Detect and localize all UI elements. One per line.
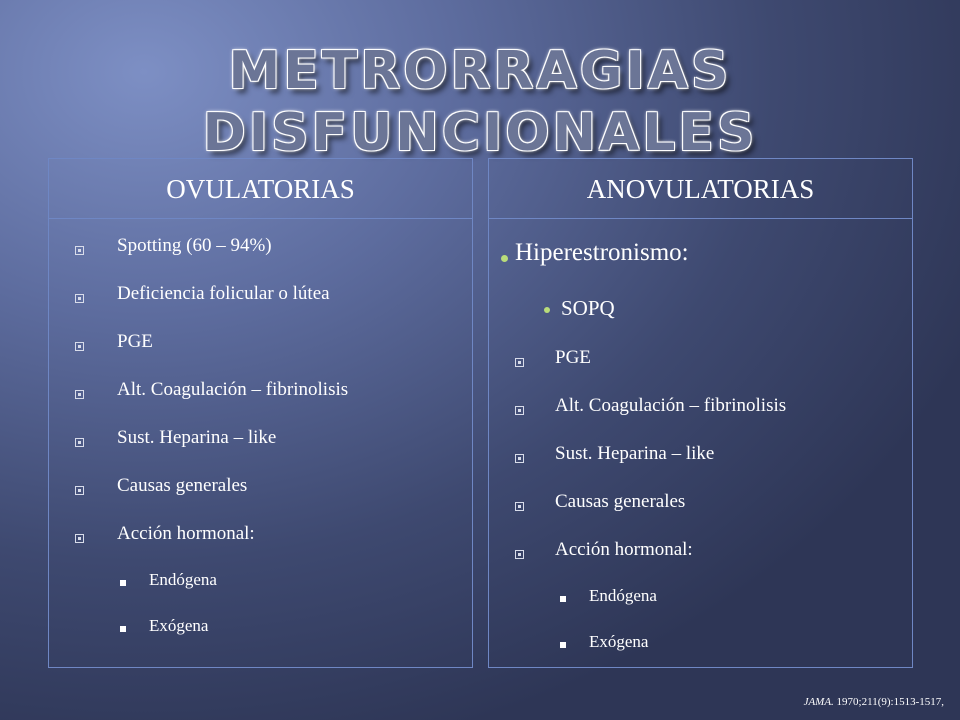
checkbox-bullet-icon xyxy=(515,550,524,559)
citation-ref: 1970;211(9):1513-1517, xyxy=(836,696,944,708)
ovulatorias-header: OVULATORIAS xyxy=(49,159,472,219)
list-item-label: Alt. Coagulación – fibrinolisis xyxy=(555,395,787,416)
checkbox-bullet-icon xyxy=(75,294,84,303)
square-bullet-icon xyxy=(120,626,126,632)
checkbox-bullet-icon xyxy=(515,502,524,511)
checkbox-bullet-icon xyxy=(75,246,84,255)
list-item-label: Sust. Heparina – like xyxy=(555,443,715,464)
checkbox-bullet-icon xyxy=(515,454,524,463)
anovulatorias-column xyxy=(488,158,913,668)
checkbox-bullet-icon xyxy=(75,438,84,447)
sub-list-item-label: Exógena xyxy=(589,632,649,651)
list-item-label: Spotting (60 – 94%) xyxy=(117,235,272,256)
checkbox-bullet-icon xyxy=(75,390,84,399)
sub-list-item-label: Endógena xyxy=(589,586,657,605)
checkbox-bullet-icon xyxy=(75,486,84,495)
checkbox-bullet-icon xyxy=(515,358,524,367)
citation xyxy=(804,696,944,708)
sub-main-list-item-label: SOPQ xyxy=(561,296,615,320)
citation-journal: JAMA. xyxy=(803,696,834,708)
square-bullet-icon xyxy=(560,642,566,648)
slide-title xyxy=(150,40,810,164)
list-item-label: Alt. Coagulación – fibrinolisis xyxy=(117,379,349,400)
list-item-label: Acción hormonal: xyxy=(555,539,693,560)
title-line-2: DISFUNCIONALES xyxy=(202,103,758,163)
checkbox-bullet-icon xyxy=(515,406,524,415)
title-line-1: METRORRAGIAS xyxy=(228,41,732,101)
ovulatorias-column xyxy=(48,158,473,668)
list-item-label: Acción hormonal: xyxy=(117,523,255,544)
list-item-label: Deficiencia folicular o lútea xyxy=(117,283,330,304)
list-item-label: PGE xyxy=(117,331,153,352)
square-bullet-icon xyxy=(120,580,126,586)
sub-list-item-label: Exógena xyxy=(149,616,209,635)
main-list-item-label: Hiperestronismo: xyxy=(515,239,689,266)
anovulatorias-header: ANOVULATORIAS xyxy=(489,159,912,219)
square-bullet-icon xyxy=(560,596,566,602)
bullet-dot-icon xyxy=(544,307,550,313)
list-item-label: PGE xyxy=(555,347,591,368)
list-item-label: Causas generales xyxy=(555,491,686,512)
list-item-label: Causas generales xyxy=(117,475,248,496)
bullet-dot-icon xyxy=(501,255,508,262)
sub-list-item-label: Endógena xyxy=(149,570,217,589)
checkbox-bullet-icon xyxy=(75,342,84,351)
checkbox-bullet-icon xyxy=(75,534,84,543)
list-item-label: Sust. Heparina – like xyxy=(117,427,277,448)
